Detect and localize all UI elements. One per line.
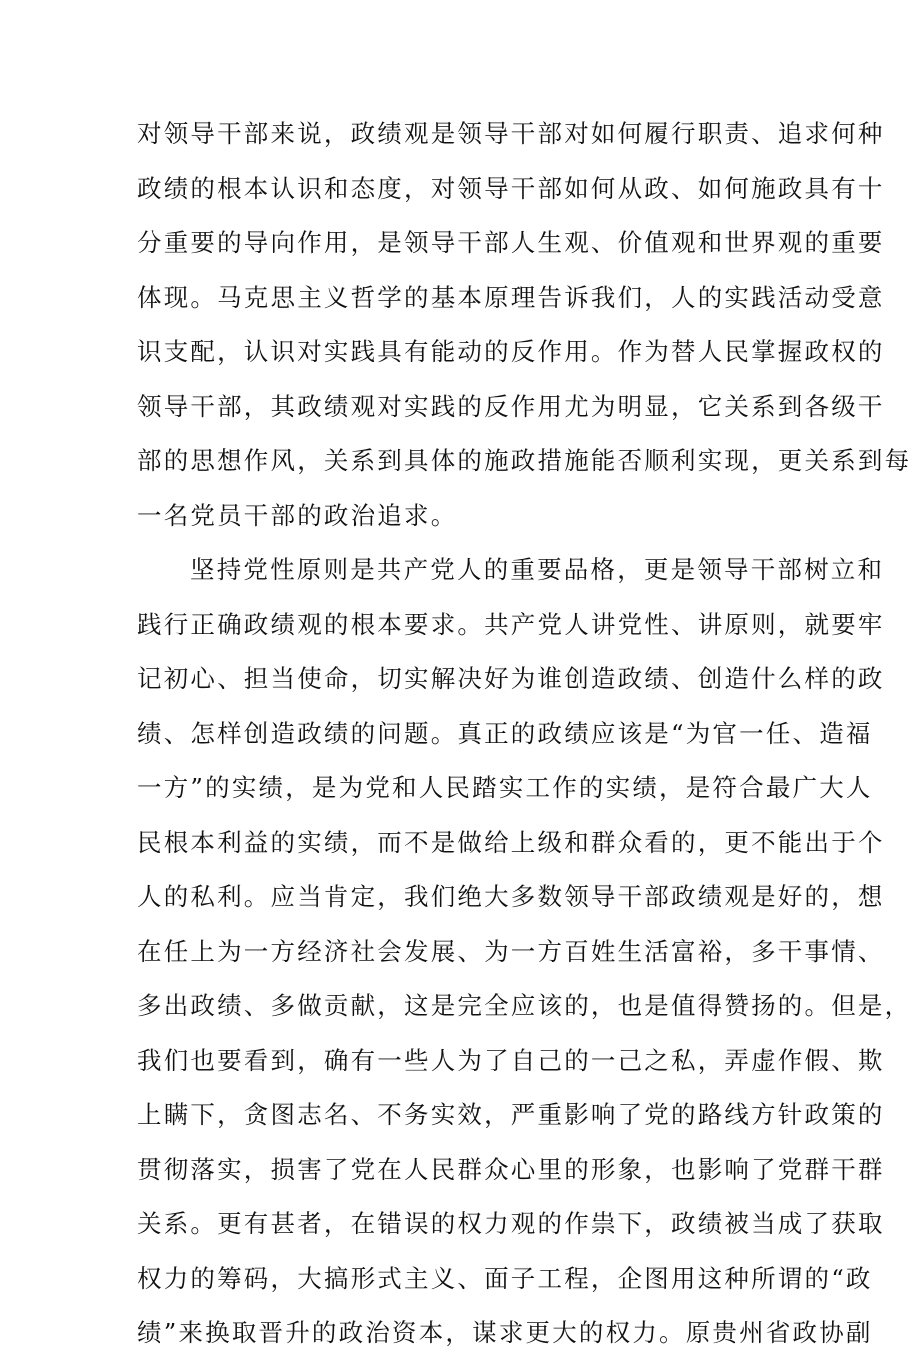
text-line: 多出政绩、多做贡献，这是完全应该的，也是值得赞扬的。但是， xyxy=(137,991,912,1020)
text-line: 关系。更有甚者，在错误的权力观的作祟下，政绩被当成了获取 xyxy=(137,1209,885,1238)
text-line: 分重要的导向作用，是领导干部人生观、价值观和世界观的重要 xyxy=(137,228,885,257)
text-line: 一名党员干部的政治追求。 xyxy=(137,500,458,530)
text-line: 体现。马克思主义哲学的基本原理告诉我们，人的实践活动受意 xyxy=(137,282,885,312)
text-line: 坚持党性原则是共产党人的重要品格，更是领导干部树立和 xyxy=(190,555,885,584)
text-line: 领导干部，其政绩观对实践的反作用尤为明显，它关系到各级干 xyxy=(137,391,885,421)
text-line: 权力的筹码，大搞形式主义、面子工程，企图用这种所谓的“政 xyxy=(137,1263,873,1293)
text-line: 践行正确政绩观的根本要求。共产党人讲党性、讲原则，就要牢 xyxy=(137,609,885,639)
text-line: 人的私利。应当肯定，我们绝大多数领导干部政绩观是好的，想 xyxy=(137,882,885,911)
text-line: 记初心、担当使命，切实解决好为谁创造政绩、创造什么样的政 xyxy=(137,664,885,693)
text-line: 民根本利益的实绩，而不是做给上级和群众看的，更不能出于个 xyxy=(137,827,885,857)
text-line: 贯彻落实，损害了党在人民群众心里的形象，也影响了党群干群 xyxy=(137,1154,885,1184)
text-line: 在任上为一方经济社会发展、为一方百姓生活富裕，多干事情、 xyxy=(137,936,885,966)
text-line: 一方”的实绩，是为党和人民踏实工作的实绩，是符合最广大人 xyxy=(137,773,873,802)
text-line: 我们也要看到，确有一些人为了自己的一己之私，弄虚作假、欺 xyxy=(137,1045,885,1075)
text-line: 政绩的根本认识和态度，对领导干部如何从政、如何施政具有十 xyxy=(137,173,885,203)
paragraph-2 xyxy=(137,548,912,1366)
text-line: 上瞒下，贪图志名、不务实效，严重影响了党的路线方针政策的 xyxy=(137,1100,885,1129)
text-line: 部的思想作风，关系到具体的施政措施能否顺利实现，更关系到每 xyxy=(137,446,912,475)
text-line: 绩”来换取晋升的政治资本，谋求更大的权力。原贵州省政协副 xyxy=(137,1318,873,1347)
text-line: 绩、怎样创造政绩的问题。真正的政绩应该是“为官一任、造福 xyxy=(137,718,873,748)
text-line: 识支配，认识对实践具有能动的反作用。作为替人民掌握政权的 xyxy=(137,337,885,366)
paragraph-1 xyxy=(137,112,912,548)
text-line: 对领导干部来说，政绩观是领导干部对如何履行职责、追求何种 xyxy=(137,119,885,148)
body-text xyxy=(137,112,912,1366)
